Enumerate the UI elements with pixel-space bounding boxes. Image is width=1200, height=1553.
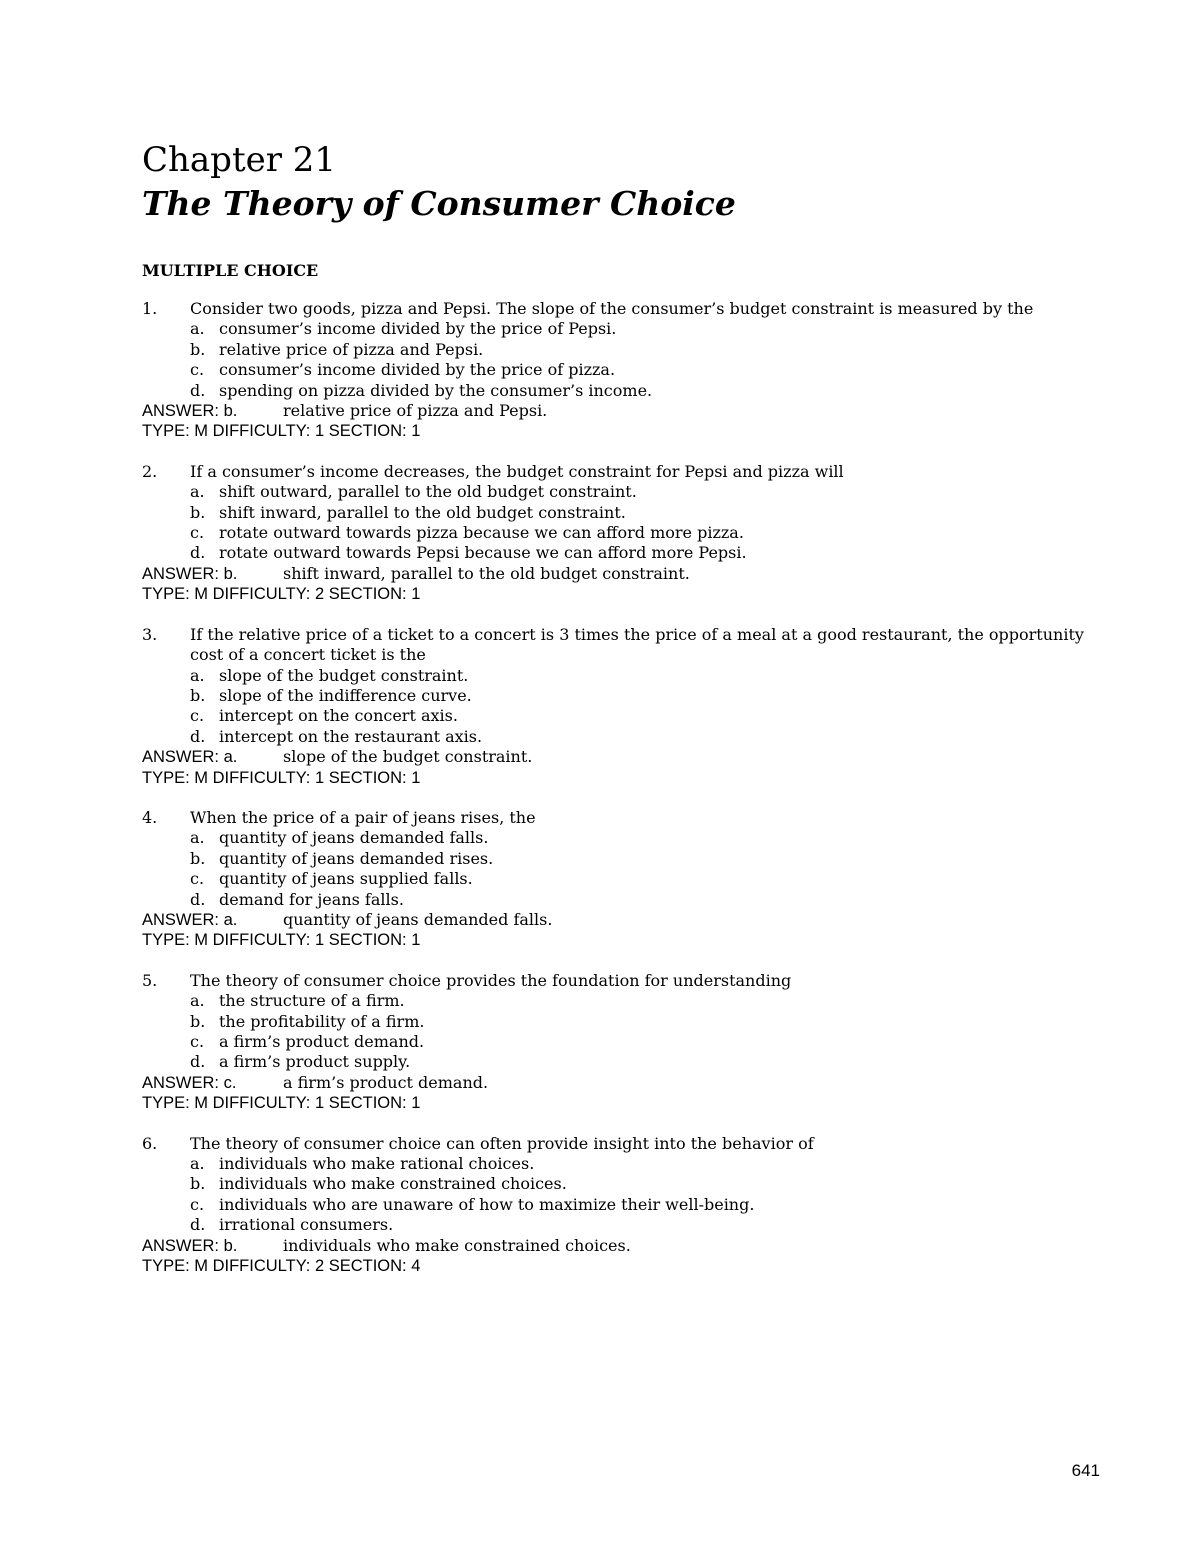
answer-option bbox=[142, 503, 1102, 523]
question-text: The theory of consumer choice provides the foundation for understanding bbox=[190, 970, 792, 990]
option-text: slope of the budget constraint. bbox=[219, 665, 469, 685]
option-letter: c. bbox=[190, 360, 205, 380]
question-metadata: TYPE: M DIFFICULTY: 1 SECTION: 1 bbox=[142, 768, 421, 787]
option-letter: b. bbox=[190, 1011, 206, 1031]
option-text: individuals who are unaware of how to maximize their well-being. bbox=[219, 1194, 755, 1214]
option-text: consumer’s income divided by the price of pizza. bbox=[219, 360, 616, 380]
option-letter: d. bbox=[190, 380, 206, 400]
option-letter: a. bbox=[190, 991, 205, 1011]
option-text: irrational consumers. bbox=[219, 1215, 394, 1235]
answer-option bbox=[142, 706, 1102, 726]
answer-key bbox=[142, 1073, 1102, 1093]
answer-label: ANSWER: b. bbox=[142, 1236, 238, 1255]
answer-option bbox=[142, 543, 1102, 563]
option-letter: d. bbox=[190, 889, 206, 909]
option-letter: d. bbox=[190, 543, 206, 563]
option-letter: d. bbox=[190, 1215, 206, 1235]
option-letter: b. bbox=[190, 502, 206, 522]
answer-label: ANSWER: b. bbox=[142, 402, 238, 421]
question-stem bbox=[142, 625, 1102, 666]
question-item bbox=[142, 808, 1102, 951]
answer-option bbox=[142, 1154, 1102, 1174]
option-text: rotate outward towards Pepsi because we can afford more Pepsi. bbox=[219, 543, 747, 563]
option-letter: c. bbox=[190, 869, 205, 889]
option-text: a firm’s product demand. bbox=[219, 1032, 425, 1051]
option-text: quantity of jeans demanded falls. bbox=[219, 828, 489, 848]
option-text: intercept on the restaurant axis. bbox=[219, 726, 483, 746]
option-letter: d. bbox=[190, 726, 206, 746]
option-text: quantity of jeans demanded rises. bbox=[219, 848, 494, 868]
option-letter: d. bbox=[190, 1052, 206, 1072]
question-metadata: TYPE: M DIFFICULTY: 1 SECTION: 1 bbox=[142, 1094, 421, 1113]
answer-option bbox=[142, 319, 1102, 339]
option-text: intercept on the concert axis. bbox=[219, 706, 458, 726]
option-text: slope of the indifference curve. bbox=[219, 685, 472, 705]
question-text: The theory of consumer choice can often provide insight into the behavior of bbox=[190, 1133, 814, 1153]
answer-option bbox=[142, 340, 1102, 360]
option-letter: b. bbox=[190, 339, 206, 359]
option-letter: b. bbox=[190, 1174, 206, 1194]
question-number: 6. bbox=[142, 1133, 158, 1153]
option-letter: a. bbox=[190, 1154, 205, 1174]
answer-option bbox=[142, 482, 1102, 502]
answer-option bbox=[142, 828, 1102, 848]
option-text: individuals who make constrained choices. bbox=[219, 1174, 567, 1194]
question-text: When the price of a pair of jeans rises, the bbox=[190, 807, 536, 827]
answer-option bbox=[142, 849, 1102, 869]
option-text: consumer’s income divided by the price of Pepsi. bbox=[219, 319, 617, 339]
question-item bbox=[142, 299, 1102, 442]
answer-option bbox=[142, 686, 1102, 706]
answer-option bbox=[142, 1174, 1102, 1194]
section-heading: MULTIPLE CHOICE bbox=[142, 261, 319, 280]
question-stem bbox=[142, 299, 1102, 319]
answer-text: quantity of jeans demanded falls. bbox=[283, 909, 553, 929]
answer-label: ANSWER: c. bbox=[142, 1073, 237, 1092]
answer-text: individuals who make constrained choices. bbox=[283, 1235, 631, 1255]
option-letter: a. bbox=[190, 665, 205, 685]
chapter-subtitle: The Theory of Consumer Choice bbox=[142, 184, 736, 223]
question-stem bbox=[142, 1134, 1102, 1154]
option-text: shift outward, parallel to the old budget constraint. bbox=[219, 482, 637, 502]
chapter-title: Chapter 21 bbox=[142, 140, 337, 180]
answer-key bbox=[142, 564, 1102, 584]
answer-option bbox=[142, 1032, 1102, 1052]
question-text: Consider two goods, pizza and Pepsi. The slope of the consumer’s budget constraint is measured by the bbox=[190, 299, 1034, 318]
question-item bbox=[142, 1134, 1102, 1277]
answer-text: shift inward, parallel to the old budget constraint. bbox=[283, 563, 690, 583]
answer-option bbox=[142, 1215, 1102, 1235]
option-letter: c. bbox=[190, 706, 205, 726]
option-text: the structure of a firm. bbox=[219, 991, 405, 1011]
question-metadata: TYPE: M DIFFICULTY: 1 SECTION: 1 bbox=[142, 931, 421, 950]
answer-option bbox=[142, 1052, 1102, 1072]
answer-key bbox=[142, 910, 1102, 930]
question-number: 4. bbox=[142, 807, 158, 827]
question-stem bbox=[142, 808, 1102, 828]
option-text: demand for jeans falls. bbox=[219, 889, 404, 909]
answer-option bbox=[142, 381, 1102, 401]
option-letter: c. bbox=[190, 1032, 205, 1051]
question-item bbox=[142, 625, 1102, 788]
answer-label: ANSWER: a. bbox=[142, 910, 238, 929]
answer-option bbox=[142, 1012, 1102, 1032]
option-letter: a. bbox=[190, 319, 205, 339]
option-text: a firm’s product supply. bbox=[219, 1052, 411, 1072]
answer-option bbox=[142, 890, 1102, 910]
answer-text: relative price of pizza and Pepsi. bbox=[283, 401, 548, 421]
answer-option bbox=[142, 523, 1102, 543]
option-letter: c. bbox=[190, 523, 205, 543]
option-text: rotate outward towards pizza because we can afford more pizza. bbox=[219, 523, 744, 543]
question-metadata: TYPE: M DIFFICULTY: 2 SECTION: 4 bbox=[142, 1257, 421, 1276]
answer-key bbox=[142, 1236, 1102, 1256]
option-text: spending on pizza divided by the consumer’s income. bbox=[219, 380, 653, 400]
answer-option bbox=[142, 666, 1102, 686]
question-text: If a consumer’s income decreases, the budget constraint for Pepsi and pizza will bbox=[190, 461, 844, 481]
question-item bbox=[142, 971, 1102, 1114]
option-letter: b. bbox=[190, 848, 206, 868]
page-number: 641 bbox=[1071, 1461, 1100, 1480]
answer-text: slope of the budget constraint. bbox=[283, 747, 533, 767]
option-text: the profitability of a firm. bbox=[219, 1011, 425, 1031]
answer-text: a firm’s product demand. bbox=[283, 1072, 489, 1092]
option-letter: a. bbox=[190, 828, 205, 848]
option-text: quantity of jeans supplied falls. bbox=[219, 869, 473, 889]
question-metadata: TYPE: M DIFFICULTY: 1 SECTION: 1 bbox=[142, 422, 421, 441]
question-stem bbox=[142, 462, 1102, 482]
question-number: 1. bbox=[142, 299, 158, 318]
answer-option bbox=[142, 727, 1102, 747]
question-metadata: TYPE: M DIFFICULTY: 2 SECTION: 1 bbox=[142, 585, 421, 604]
answer-option bbox=[142, 1195, 1102, 1215]
question-text: If the relative price of a ticket to a concert is 3 times the price of a meal at a good restaurant, the opportunity cost of a concert ticket is the bbox=[190, 624, 1084, 665]
question-number: 2. bbox=[142, 461, 158, 481]
option-text: shift inward, parallel to the old budget constraint. bbox=[219, 502, 626, 522]
answer-option bbox=[142, 360, 1102, 380]
answer-option bbox=[142, 991, 1102, 1011]
answer-label: ANSWER: b. bbox=[142, 564, 238, 583]
answer-option bbox=[142, 869, 1102, 889]
option-letter: b. bbox=[190, 685, 206, 705]
question-item bbox=[142, 462, 1102, 605]
option-text: individuals who make rational choices. bbox=[219, 1154, 535, 1174]
question-stem bbox=[142, 971, 1102, 991]
question-number: 5. bbox=[142, 970, 158, 990]
answer-key bbox=[142, 401, 1102, 421]
answer-label: ANSWER: a. bbox=[142, 748, 238, 767]
question-list bbox=[142, 299, 1102, 1296]
question-number: 3. bbox=[142, 624, 158, 644]
option-letter: c. bbox=[190, 1194, 205, 1214]
answer-key bbox=[142, 747, 1102, 767]
option-letter: a. bbox=[190, 482, 205, 502]
option-text: relative price of pizza and Pepsi. bbox=[219, 339, 484, 359]
